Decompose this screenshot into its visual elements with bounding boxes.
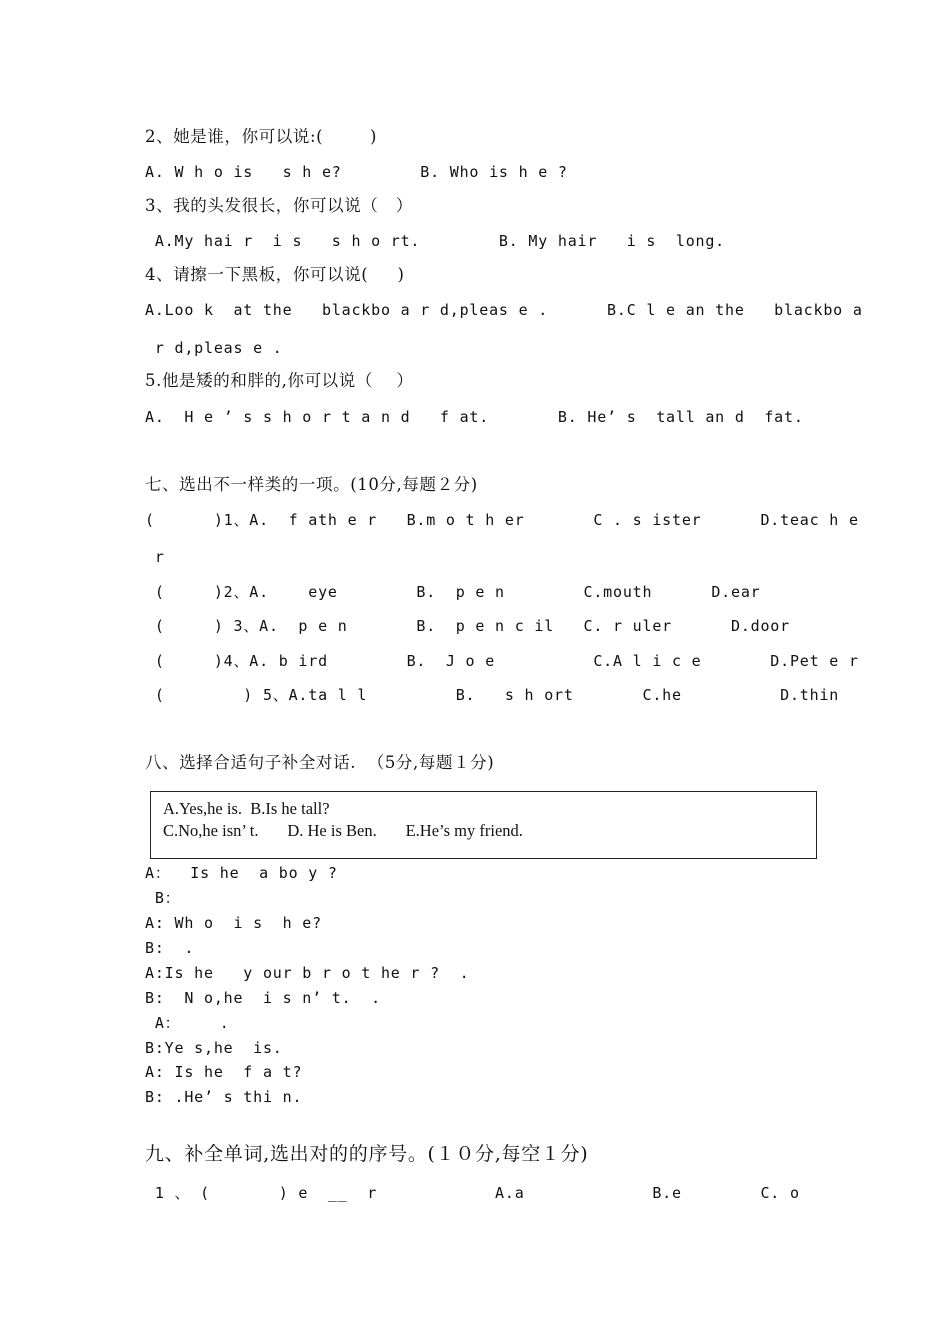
- section-7-question-4: ( )4、A. b ird B. J o e C.A l i c e D.Pet e r: [145, 652, 859, 670]
- dialog-line: B: .: [145, 939, 195, 957]
- question-2-options: A. W h o is s h e? B. Who is h e ?: [145, 163, 568, 181]
- answer-options-line-1: A.Yes,he is. B.Is he tall?: [163, 799, 330, 818]
- question-4-options: A.Loo k at the blackbo a r d,pleas e . B.C l e an the blackbo a: [145, 301, 863, 319]
- dialog-line: A:Is he y our b r o t he r ? .: [145, 964, 470, 982]
- dialog-line: B: .He’ s thi n.: [145, 1088, 303, 1106]
- dialog-line: A： .: [145, 1014, 230, 1032]
- dialog-line: A: Wh o i s h e?: [145, 914, 322, 932]
- section-9-question-1: 1 、 ( ) e __ r A.a B.e C. o: [145, 1184, 800, 1202]
- section-7-question-5: ( ) 5、A.ta l l B. s h ort C.he D.thin: [145, 686, 840, 704]
- question-5-options: A. H e ’ s s h o r t a n d f at. B. He’ s tall an d fat.: [145, 408, 804, 426]
- section-7-question-1-cont: r: [145, 548, 165, 566]
- question-3: 3、我的头发很长，你可以说（ ）: [145, 196, 414, 215]
- section-7-question-2: ( )2、A. eye B. p e n C.mouth D.ear: [145, 583, 761, 601]
- question-2: 2、她是谁，你可以说:( ): [145, 127, 377, 146]
- section-7-title: 七、选出不一样类的一项。(10分,每题２分): [145, 475, 478, 494]
- dialog-line: A: Is he f a t?: [145, 1063, 303, 1081]
- dialog-line: B：: [145, 889, 181, 907]
- dialog-line: A： Is he a bo y ?: [145, 864, 338, 882]
- section-9-title: 九、补全单词,选出对的的序号。(１０分,每空１分): [145, 1143, 589, 1165]
- dialog-line: B: N o,he i s n’ t. .: [145, 989, 381, 1007]
- question-4-options-cont: r d,pleas e .: [145, 339, 283, 357]
- section-7-question-3: ( ) 3、A. p e n B. p e n c il C. r uler D.door: [145, 617, 790, 635]
- answer-options-box: [150, 791, 817, 859]
- dialog-line: B:Ye s,he is.: [145, 1039, 283, 1057]
- section-8-title: 八、选择合适句子补全对话. （5分,每题１分): [145, 753, 495, 772]
- question-4: 4、请擦一下黑板，你可以说( ): [145, 265, 405, 284]
- question-5: 5.他是矮的和胖的,你可以说（ ）: [145, 371, 414, 390]
- question-3-options: A.My hai r i s s h o rt. B. My hair i s long.: [145, 232, 726, 250]
- section-7-question-1: ( )1、A. f ath e r B.m o t h er C . s ister D.teac h e: [145, 511, 859, 529]
- answer-options-line-2: C.No,he isn’ t. D. He is Ben. E.He’s my friend.: [163, 821, 523, 840]
